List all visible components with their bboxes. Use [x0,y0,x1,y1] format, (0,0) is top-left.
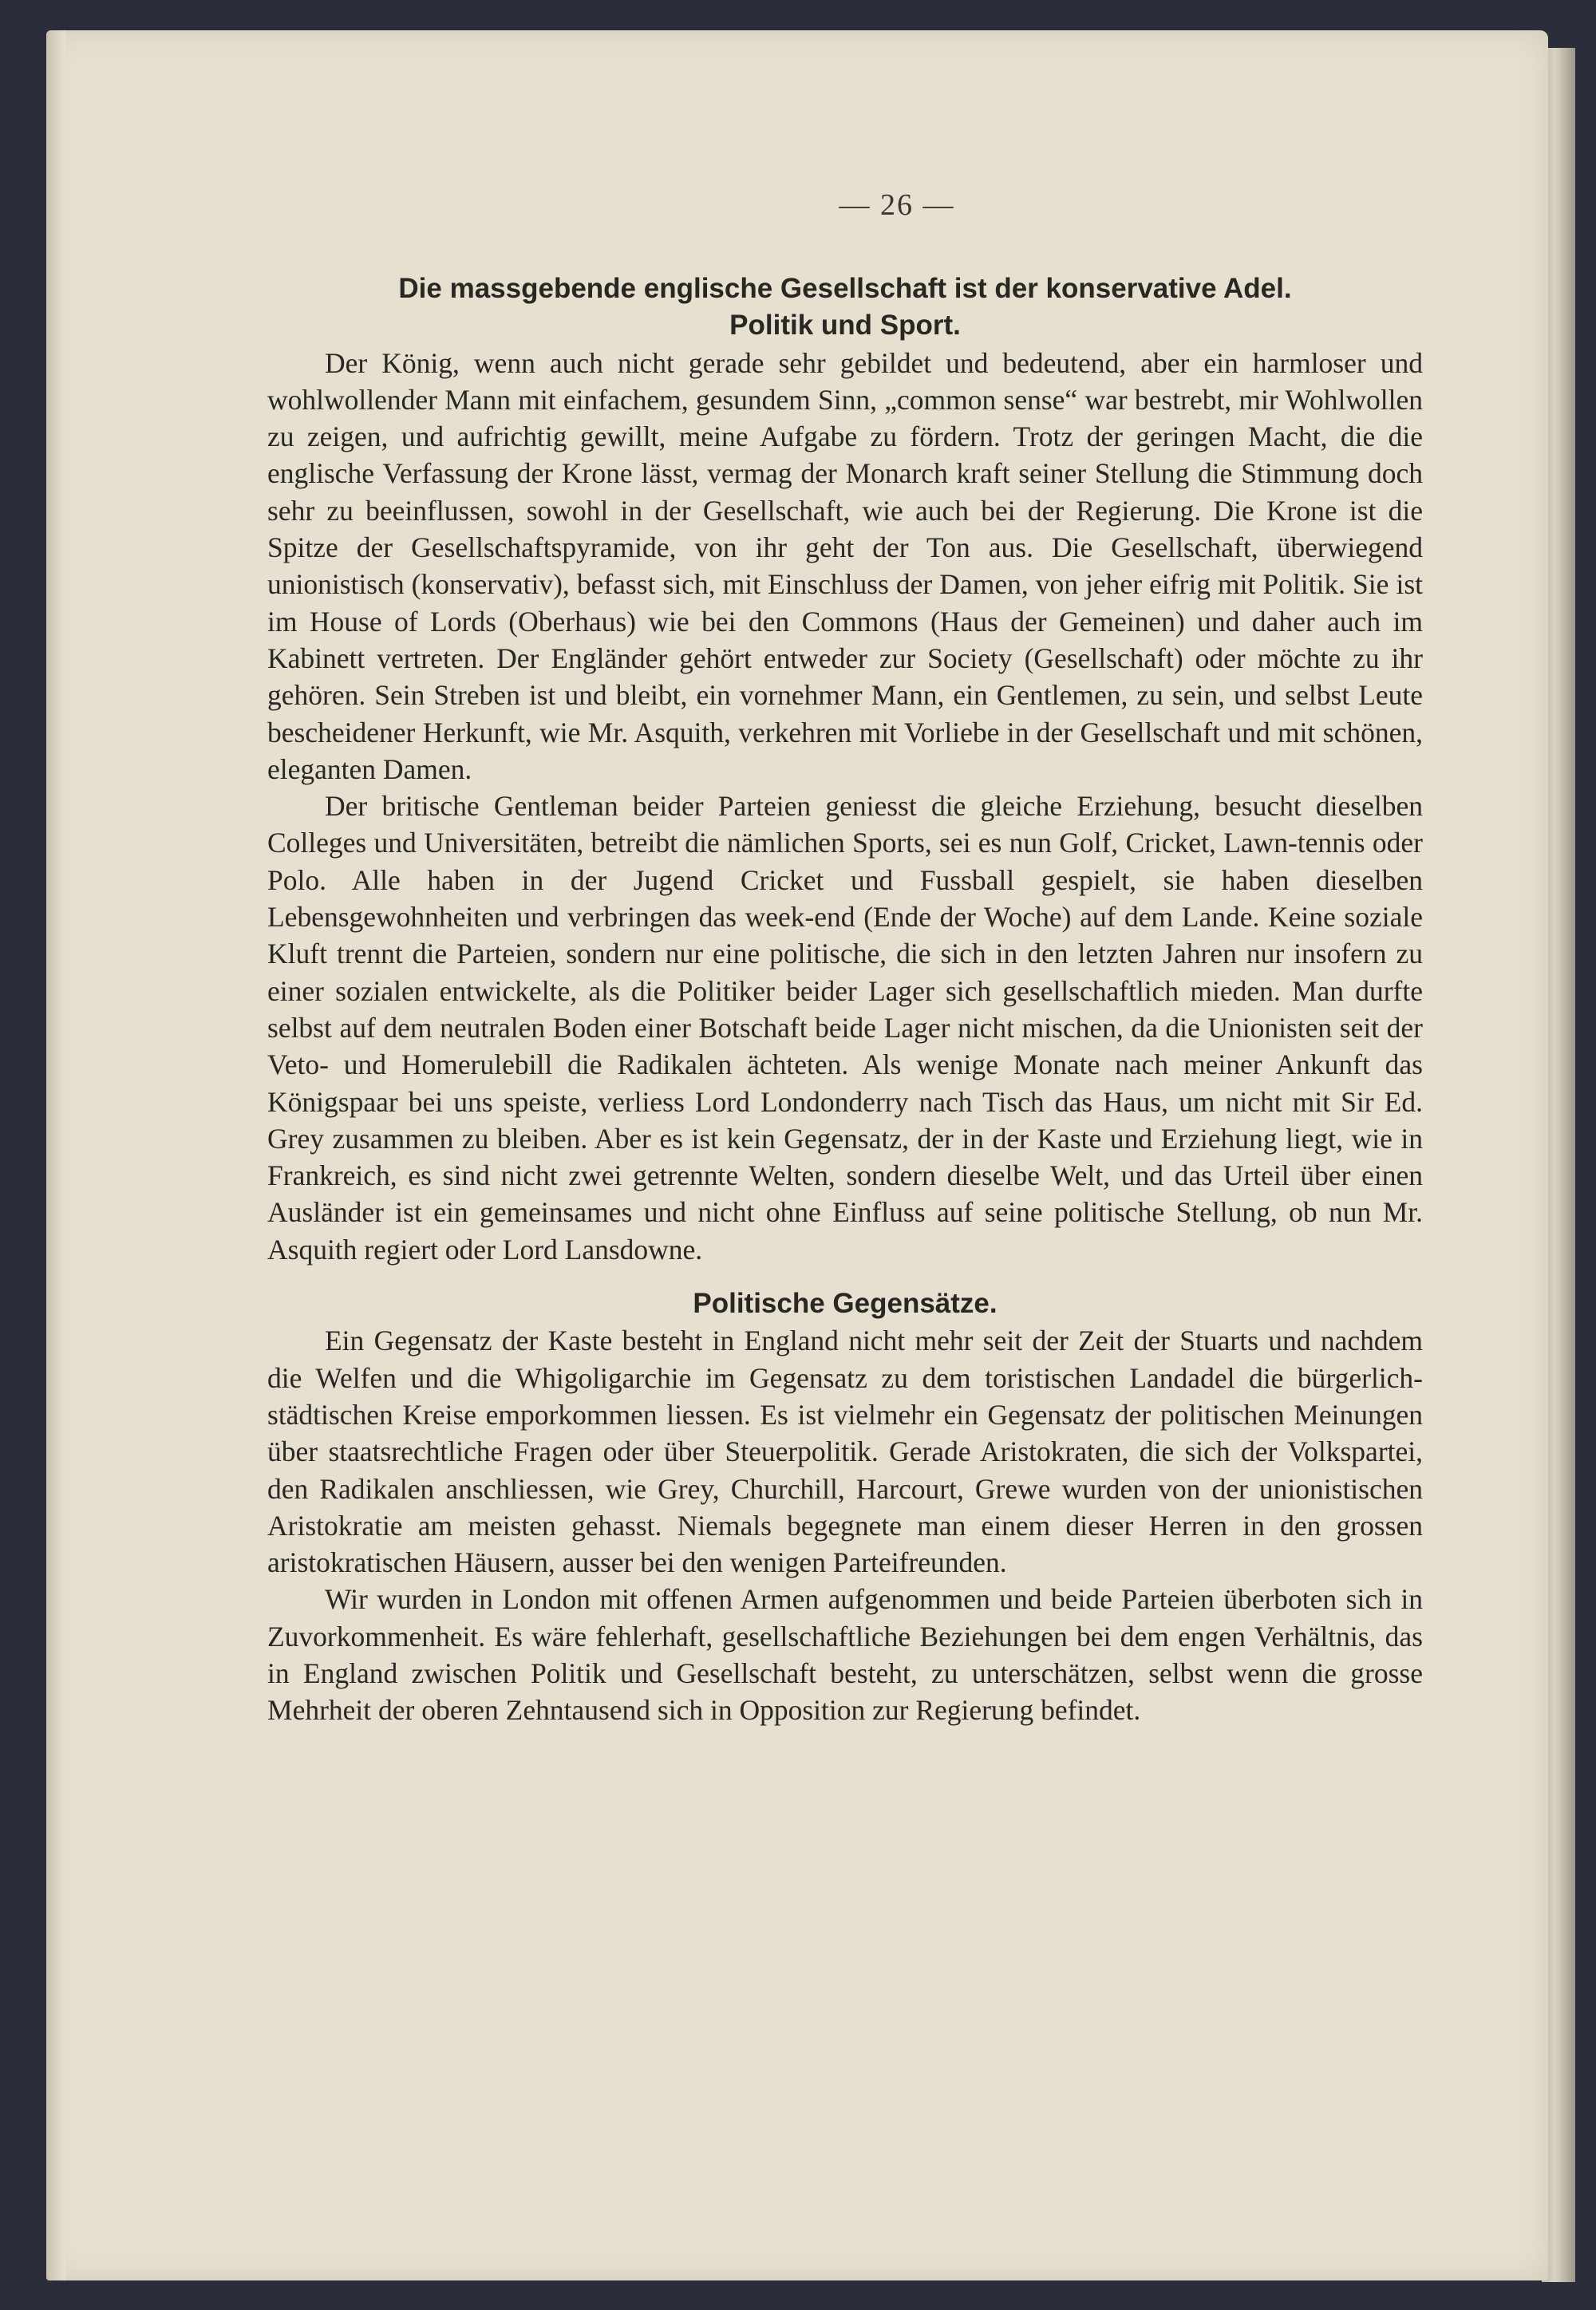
paragraph: Ein Gegensatz der Kaste besteht in England nicht mehr seit der Zeit der Stuarts und nachdem die Welfen und die Whigoligarchie im Gegensatz zu dem toristischen Landadel die bürgerlich-städtischen Kreise emporkommen liessen. Es ist vielmehr ein Gegensatz der politischen Meinungen über staatsrechtliche Fragen oder über Steuerpolitik. Gerade Aristokraten, die sich der Volkspartei, den Radikalen anschliessen, wie Grey, Churchill, Harcourt, Grewe wurden von der unionistischen Aristokratie am meisten gehasst. Niemals begegnete man einem dieser Herren in den grossen aristokratischen Häusern, ausser bei den wenigen Parteifreunden. [267,1325,1423,1579]
paragraph: Der britische Gentleman beider Parteien geniesst die gleiche Erziehung, besucht dieselben Colleges und Universitäten, betreibt die nämlichen Sports, sei es nun Golf, Cricket, Lawn-tennis oder Polo. Alle haben in der Jugend Cricket und Fussball gespielt, sie haben dieselben Lebensgewohnheiten und verbringen das week-end (Ende der Woche) auf dem Lande. Keine soziale Kluft trennt die Parteien, sondern nur eine politische, die sich in den letzten Jahren nur insofern zu einer sozialen entwickelte, als die Politiker beider Lager sich gesellschaftlich mieden. Man durfte selbst auf dem neutralen Boden einer Botschaft beide Lager nicht mischen, da die Unionisten seit der Veto- und Homerulebill die Radikalen ächteten. Als wenige Monate nach meiner Ankunft das Königspaar bei uns speiste, verliess Lord Londonderry nach Tisch das Haus, um nicht mit Sir Ed. Grey zusammen zu bleiben. Aber es ist kein Gegensatz, der in der Kaste und Erziehung liegt, wie in Frankreich, es sind nicht zwei getrennte Welten, sondern dieselbe Welt, und das Urteil über einen Ausländer ist ein gemeinsames und nicht ohne Einfluss auf seine politische Stellung, ob nun Mr. Asquith regiert oder Lord Lansdowne. [267,790,1423,1266]
book-gutter-shadow [46,30,65,2280]
chapter-heading-line2: Politik und Sport. [729,310,961,342]
paragraph: Wir wurden in London mit offenen Armen aufgenommen und beide Parteien überboten sich in Zuvorkommenheit. Es wäre fehlerhaft, gesellschaftliche Beziehungen bei dem engen Verhältnis, das in England zwischen Politik und Gesellschaft besteht, zu unterschätzen, selbst wenn die grosse Mehrheit der oberen Zehntausend sich in Opposition zur Regierung befindet. [267,1583,1423,1727]
section-heading: Politische Gegensätze. [693,1288,998,1320]
chapter-heading-line1: Die massgebende englische Gesellschaft ist der konservative Adel. [398,273,1292,304]
paragraph: Der König, wenn auch nicht gerade sehr gebildet und bedeutend, aber ein harmloser und wohlwollender Mann mit einfachem, gesundem Sinn, „common sense“ war bestrebt, mir Wohlwollen zu zeigen, und aufrichtig gewillt, meine Aufgabe zu fördern. Trotz der geringen Macht, die die englische Verfassung der Krone lässt, vermag der Monarch kraft seiner Stellung die Stimmung doch sehr zu beeinflussen, sowohl in der Gesellschaft, wie auch bei der Regierung. Die Krone ist die Spitze der Gesellschaftspyramide, von ihr geht der Ton aus. Die Gesellschaft, überwiegend unionistisch (konservativ), befasst sich, mit Einschluss der Damen, von jeher eifrig mit Politik. Sie ist im House of Lords (Oberhaus) wie bei den Commons (Haus der Gemeinen) und daher auch im Kabinett vertreten. Der Engländer gehört entweder zur Society (Gesellschaft) oder möchte zu ihr gehören. Sein Streben ist und bleibt, ein vornehmer Mann, ein Gentlemen, zu sein, und selbst Leute bescheidener Herkunft, wie Mr. Asquith, verkehren mit Vorliebe in der Gesellschaft und mit schönen, eleganten Damen. [267,346,1423,785]
page-content [267,188,1423,1729]
page-number: — 26 — [839,188,955,222]
